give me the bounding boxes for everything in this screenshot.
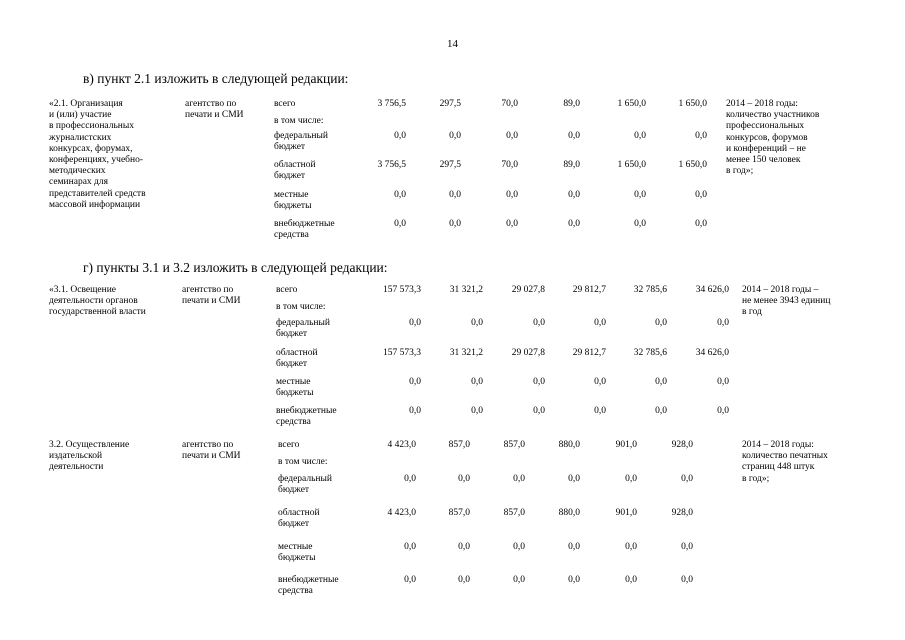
funding-value: 0,0 (471, 318, 483, 328)
funding-value: 0,0 (449, 219, 461, 229)
funding-source: областной бюджет (278, 508, 320, 530)
funding-value: 0,0 (471, 377, 483, 387)
funding-value: 0,0 (394, 131, 406, 141)
funding-source: внебюджетные средства (278, 575, 339, 597)
funding-value: 1 650,0 (617, 99, 646, 109)
funding-value: 32 785,6 (633, 348, 667, 358)
funding-value: 880,0 (558, 508, 580, 518)
funding-value: 0,0 (594, 377, 606, 387)
funding-value: 901,0 (615, 508, 637, 518)
funding-value: 0,0 (634, 219, 646, 229)
funding-value: 1 650,0 (617, 160, 646, 170)
measure-name: «2.1. Организация и (или) участие в профессиональных журналистских конкурсах, форумах, конференциях, учебно- методических семинарах для представителей средств массовой информации (49, 99, 146, 210)
funding-value: 31 321,2 (449, 348, 483, 358)
funding-source: всего (274, 99, 296, 109)
funding-value: 0,0 (458, 474, 470, 484)
funding-value: 0,0 (681, 542, 693, 552)
funding-value: 901,0 (615, 440, 637, 450)
funding-value: 0,0 (458, 575, 470, 585)
funding-value: 0,0 (533, 377, 545, 387)
funding-value: 0,0 (625, 542, 637, 552)
funding-value: 857,0 (503, 440, 525, 450)
funding-value: 0,0 (655, 406, 667, 416)
funding-value: 70,0 (501, 99, 518, 109)
funding-source: федеральный бюджет (278, 474, 332, 496)
funding-value: 297,5 (439, 160, 461, 170)
funding-value: 0,0 (513, 474, 525, 484)
funding-value: 0,0 (409, 318, 421, 328)
funding-value: 0,0 (449, 131, 461, 141)
funding-value: 3 756,5 (377, 99, 406, 109)
funding-value: 157 573,3 (383, 348, 421, 358)
funding-value: 0,0 (506, 219, 518, 229)
funding-source: областной бюджет (276, 348, 318, 370)
funding-value: 29 812,7 (572, 348, 606, 358)
funding-value: 4 423,0 (387, 508, 416, 518)
funding-value: 1 650,0 (678, 99, 707, 109)
funding-source: всего (276, 285, 298, 295)
funding-value: 31 321,2 (449, 285, 483, 295)
funding-source: внебюджетные средства (274, 219, 335, 241)
funding-value: 0,0 (681, 575, 693, 585)
executor: агентство по печати и СМИ (182, 440, 241, 462)
funding-value: 0,0 (458, 542, 470, 552)
funding-source: федеральный бюджет (276, 318, 330, 340)
funding-value: 0,0 (409, 377, 421, 387)
funding-value: 70,0 (501, 160, 518, 170)
funding-value: 0,0 (695, 131, 707, 141)
funding-value: 857,0 (448, 440, 470, 450)
funding-value: 4 423,0 (387, 440, 416, 450)
funding-value: 0,0 (404, 542, 416, 552)
measure-name: 3.2. Осуществление издательской деятельности (49, 440, 130, 473)
funding-value: 0,0 (568, 575, 580, 585)
funding-value: 29 027,8 (511, 348, 545, 358)
funding-value: 0,0 (717, 318, 729, 328)
funding-value: 0,0 (717, 377, 729, 387)
funding-value: 0,0 (594, 406, 606, 416)
section-heading: г) пункты 3.1 и 3.2 изложить в следующей редакции: (83, 260, 388, 275)
funding-value: 0,0 (506, 131, 518, 141)
funding-value: 29 812,7 (572, 285, 606, 295)
funding-value: 928,0 (671, 508, 693, 518)
funding-value: 0,0 (513, 575, 525, 585)
executor: агентство по печати и СМИ (182, 285, 241, 307)
funding-value: 857,0 (448, 508, 470, 518)
funding-value: 89,0 (563, 160, 580, 170)
expected-result: 2014 – 2018 годы: количество печатных страниц 448 штук в год»; (742, 440, 828, 484)
funding-value: 0,0 (568, 190, 580, 200)
funding-value: 0,0 (568, 542, 580, 552)
funding-value: 0,0 (634, 190, 646, 200)
funding-source: в том числе: (276, 302, 326, 312)
funding-value: 0,0 (471, 406, 483, 416)
funding-value: 0,0 (655, 377, 667, 387)
funding-value: 880,0 (558, 440, 580, 450)
funding-source: местные бюджеты (278, 542, 316, 564)
funding-value: 89,0 (563, 99, 580, 109)
funding-value: 0,0 (717, 406, 729, 416)
funding-value: 0,0 (533, 406, 545, 416)
funding-value: 0,0 (568, 219, 580, 229)
funding-value: 29 027,8 (511, 285, 545, 295)
funding-source: местные бюджеты (276, 377, 314, 399)
funding-value: 297,5 (439, 99, 461, 109)
funding-value: 3 756,5 (377, 160, 406, 170)
funding-value: 0,0 (594, 318, 606, 328)
funding-value: 0,0 (568, 131, 580, 141)
measure-name: «3.1. Освещение деятельности органов государственной власти (49, 285, 146, 318)
funding-value: 0,0 (513, 542, 525, 552)
funding-source: в том числе: (278, 457, 328, 467)
funding-source: местные бюджеты (274, 190, 312, 212)
funding-source: в том числе: (274, 116, 324, 126)
funding-value: 34 626,0 (695, 285, 729, 295)
funding-source: федеральный бюджет (274, 131, 328, 153)
funding-value: 0,0 (449, 190, 461, 200)
funding-value: 857,0 (503, 508, 525, 518)
funding-value: 0,0 (695, 219, 707, 229)
funding-value: 34 626,0 (695, 348, 729, 358)
funding-source: областной бюджет (274, 160, 316, 182)
funding-source: всего (278, 440, 300, 450)
funding-value: 0,0 (506, 190, 518, 200)
funding-value: 0,0 (409, 406, 421, 416)
funding-value: 0,0 (695, 190, 707, 200)
funding-value: 0,0 (404, 474, 416, 484)
funding-value: 0,0 (568, 474, 580, 484)
funding-value: 157 573,3 (383, 285, 421, 295)
expected-result: 2014 – 2018 годы – не менее 3943 единиц в год (742, 285, 831, 318)
funding-value: 0,0 (404, 575, 416, 585)
funding-source: внебюджетные средства (276, 406, 337, 428)
funding-value: 0,0 (681, 474, 693, 484)
funding-value: 0,0 (394, 190, 406, 200)
funding-value: 0,0 (625, 575, 637, 585)
funding-value: 0,0 (625, 474, 637, 484)
funding-value: 0,0 (394, 219, 406, 229)
funding-value: 32 785,6 (633, 285, 667, 295)
funding-value: 0,0 (533, 318, 545, 328)
page-number: 14 (447, 38, 458, 50)
funding-value: 0,0 (634, 131, 646, 141)
funding-value: 1 650,0 (678, 160, 707, 170)
section-heading: в) пункт 2.1 изложить в следующей редакции: (83, 71, 349, 86)
funding-value: 0,0 (655, 318, 667, 328)
executor: агентство по печати и СМИ (185, 99, 244, 121)
funding-value: 928,0 (671, 440, 693, 450)
expected-result: 2014 – 2018 годы: количество участников профессиональных конкурсов, форумов и конференций – не менее 150 человек в год»; (726, 99, 820, 177)
